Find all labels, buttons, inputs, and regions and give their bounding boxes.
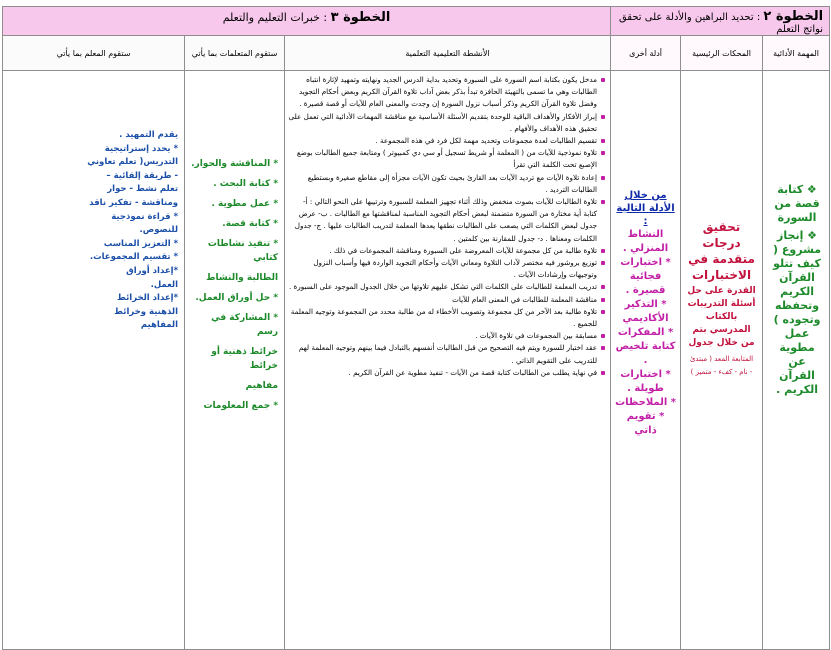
learner-item: * عمل مطوية . [211, 199, 279, 209]
activity-item: تلاوة الطالبات للآيات بصوت منخفض وذلك أثناء تجهيز المعلمة للسبورة وترتيبها على النحو التالي : أ- كتابة أية مختارة من السورة متضمنة لبعض أحكام التجويد المناسبة لمناقشتها مع الطالبات . ب- عرض جدول لبعض الكلمات التي يصعب على الطالبات نطقها يعدها المعلمة لتدريب الطالبات عليها . ج- جدول الكلمات ومعناها . د- جدول للمقارنة بين كلمتين . [288, 196, 597, 245]
activity-item: تلاوة نموذجية للآيات من ( المعلمة أو شريط تسجيل أو سي دي كمبيوتر ) ومتابعة جميع الطالبات بوضع الإصبع تحت الكلمة التي تقرأ [288, 147, 597, 171]
teacher-item: العمل. [150, 279, 179, 290]
criteria-cell [681, 71, 763, 650]
criteria-followup: المتابعة المعد ( مبتدئ [689, 355, 754, 363]
activity-item: مسابقة بين المجموعات في تلاوة الآيات . [288, 330, 597, 342]
step2-number: الخطوة ٢ [763, 9, 824, 24]
activities-cell [285, 71, 611, 650]
learner-item: * المناقشة والحوار. [191, 159, 279, 169]
teacher-item: * قراءة نموذجية [111, 211, 179, 222]
learners-cell [185, 71, 285, 650]
evidence-item: * تقويم ذاتي [626, 411, 665, 436]
step3-header [3, 7, 611, 36]
evidence-cell [611, 71, 681, 650]
activity-item: في نهاية يطلب من الطالبات كتابة قصة من الآيات - تنفيذ مطوية عن القرآن الكريم . [288, 367, 597, 379]
col-header-evidence: أدلة أخرى [611, 36, 681, 71]
activity-item: إبراز الأفكار والأهداف الباقية للوحدة بتقديم الأسئلة الأساسية مع مناقشة المهمات الأدائية التي تعمل على تحقيق هذه الأهداف والأفهام . [288, 111, 597, 135]
activity-item: تقسيم الطالبات لعدة مجموعات وتحديد مهمة لكل فرد في هذه المجموعة . [288, 135, 597, 147]
learner-item: * حل أوراق العمل. [195, 293, 279, 303]
teacher-item: * تقسيم المجموعات. [89, 252, 179, 263]
evidence-item: * اختبارات طويلة . [620, 369, 671, 394]
evidence-item: النشاط المنزلي . [622, 229, 669, 254]
col-header-achieve: ستقوم المتعلمات بما يأتي [185, 36, 285, 71]
activity-item: تدريب المعلمة للطالبات على الكلمات التي تشكل عليهم تلاوتها من خلال الجدول الموجود على السبورة . [288, 281, 597, 293]
learner-item: الطالبة والنشاط [206, 273, 279, 283]
teacher-item: * يحدد إستراتيجية [104, 143, 179, 154]
teacher-item: المفاهيم [140, 320, 179, 331]
col-header-teacher: ستقوم المعلم بما يأتي [3, 36, 185, 71]
teacher-item: التدريس( تعلم تعاوني [87, 157, 179, 168]
evidence-item: * الملاحظات [615, 397, 677, 408]
activities-list [288, 74, 606, 379]
teacher-item: يقدم التمهيد . [119, 130, 179, 140]
evidence-item: * المفكرات [617, 327, 674, 338]
activity-item: مدخل يكون بكتابة اسم السورة على السبورة وتحديد بداية الدرس الجديد ونهايته وتمهيد لإثارة انتباه الطالبات وهي ما تسمى بالتهيئة الحافزة تبدأ بذكر بعض آداب تلاوة القرآن الكريم وبعض أحكام التجويد وفضل تلاوة القرآن الكريم وذكر أسباب نزول السورة إن وجدت والمعنى العام للآيات أو قصة قصيرة . [288, 74, 597, 111]
activity-item: إعادة تلاوة الآيات مع ترديد الآيات بعد القارئ بحيث تكون الآيات مجزأة إلى مقاطع صغيرة وبستطيع الطالبات الترديد . [288, 172, 597, 196]
step3-number: الخطوة ٣ [330, 10, 391, 25]
teacher-item: *إعداد أوراق [126, 265, 179, 276]
learner-item: مفاهيم [245, 381, 279, 391]
teacher-item: *إعداد الخرائط [116, 293, 179, 304]
learner-item: * كتابة البحث . [213, 179, 279, 189]
activity-item: توزيع بروشور فيه مختصر لآداب التلاوة ومعاني الآيات وأحكام التجويد الواردة فيها وأسباب النزول وتوجيهات وإرشادات الآيات . [288, 257, 597, 281]
step2-text: : تحديد البراهين والأدلة على تحقق نواتج التعلم [618, 12, 824, 35]
activity-item: مناقشة المعلمة للطالبات في المعنى العام للآيات [288, 294, 597, 306]
evidence-title: من خلال الأدلة التالية : [616, 190, 675, 227]
teacher-cell [3, 71, 185, 650]
criteria-main: تحقيق درجات متقدمة في الاختبارات [688, 220, 755, 282]
activity-item: تلاوة طالبة من كل مجموعة للآيات المعروضة على السبورة ومناقشة المجموعات في ذلك . [288, 245, 597, 257]
teacher-item: * التعزيز المناسب [103, 238, 179, 249]
evidence-item: * التذكير الأكاديمي [622, 299, 669, 324]
learner-item: * المشاركة في رسم [211, 313, 279, 337]
step3-text: : خبرات التعليم والتعلم [222, 11, 328, 24]
step2-header [611, 7, 830, 36]
performance-task-cell [763, 71, 830, 650]
teacher-item: تعلم نشط - حوار [107, 184, 179, 195]
activity-item: عقد اختبار للسورة ويتم فيه التصحيح من قبل الطالبات أنفسهم بالتبادل فيما بينهم وتوجيه المعلمة لهم للتدريب على التقويم الذاتي . [288, 342, 597, 366]
learner-item: خرائط ذهنية أو خرائط [211, 347, 279, 371]
learner-item: * جمع المعلومات [203, 401, 279, 411]
learner-item: * كتابة قصة. [222, 219, 279, 229]
evidence-item: * اختبارات فجائية قصيرة . [620, 257, 671, 296]
criteria-sub: القدرة على حل أسئلة التدريبات بالكتاب المدرسي بتم من خلال جدول [687, 286, 756, 348]
evidence-item: كتابة تلخيص . [615, 341, 676, 366]
learner-item: * تنفيذ نشاطات كتابي [207, 239, 279, 263]
col-header-activities: الأنشطة التعليمية التعلمية [285, 36, 611, 71]
teacher-item: ومناقشة - تفكير ناقد [89, 197, 179, 208]
col-header-criteria: المحكات الرئيسية [681, 36, 763, 71]
lesson-plan-table [2, 6, 830, 650]
criteria-levels: - نام - كفء - متميز ) [690, 368, 753, 376]
teacher-item: للنصوص. [139, 225, 179, 236]
teacher-item: - طريقة إلقائية – [106, 170, 179, 181]
activity-item: تلاوة طالبة بعد الآخر من كل مجموعة وتصويب الأخطاء له من طالبة محدد من المجموعة وتوجيه المعلمة للجميع . [288, 306, 597, 330]
teacher-item: الذهنية وخرائط [114, 306, 179, 317]
task-item: ❖ كتابة قصة من السورة [774, 183, 820, 224]
col-header-task: المهمة الأدائية [763, 36, 830, 71]
task-item: ❖ إنجاز مشروع ( كيف تتلو القرآن الكريم وتحفظه وتجوده ) عمل مطوية عن القرآن الكريم . [773, 229, 822, 396]
